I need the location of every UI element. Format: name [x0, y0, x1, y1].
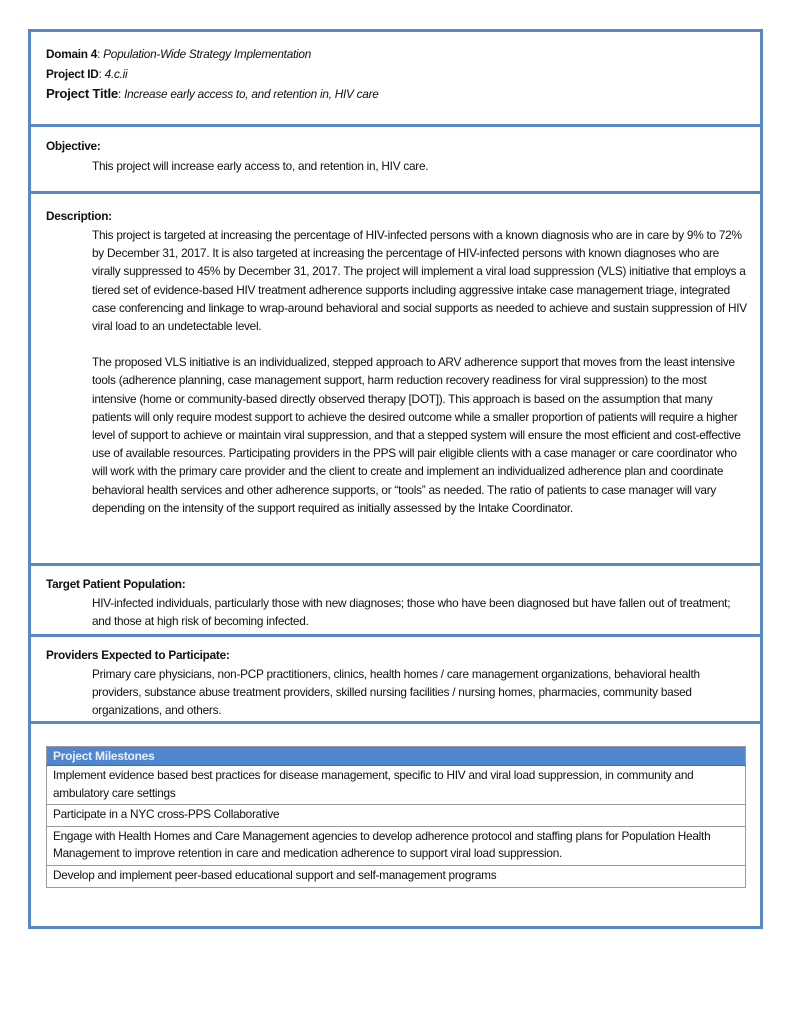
target-population-heading: Target Patient Population:	[46, 577, 186, 591]
milestone-cell: Engage with Health Homes and Care Management agencies to develop adherence protocol and staffing plans for Population Health Management to improve retention in care and medication adherence to support viral load suppression.	[47, 826, 746, 865]
target-population-paragraph: HIV-infected individuals, particularly those with new diagnoses; those who have been diagnosed but have fallen out of treatment; and those at high risk of becoming infected.	[92, 596, 731, 629]
objective-paragraph: This project will increase early access to, and retention in, HIV care.	[92, 159, 429, 173]
objective-heading: Objective:	[46, 139, 101, 153]
project-id-separator: :	[98, 67, 105, 81]
table-row	[47, 805, 746, 827]
description-heading: Description:	[46, 209, 112, 223]
providers-paragraph: Primary care physicians, non-PCP practitioners, clinics, health homes / care management organizations, behavioral health providers, substance abuse treatment providers, skilled nursing facilities / nursing homes, pharmacies, community based organizations, and others.	[92, 667, 700, 718]
project-title-separator: :	[118, 87, 125, 101]
domain-label: Domain 4	[46, 47, 98, 61]
objective-text	[92, 157, 747, 175]
domain-line	[46, 47, 311, 61]
table-row	[47, 826, 746, 865]
table-row	[47, 865, 746, 887]
project-id-value: 4.c.ii	[104, 67, 128, 81]
domain-value: Population-Wide Strategy Implementation	[103, 47, 312, 61]
description-paragraph-2: The proposed VLS initiative is an individualized, stepped approach to ARV adherence support that moves from the least intensive tools (adherence planning, case management support, harm reduction recovery readiness for viral suppression) to the most intensive (home or community-based directly observed therapy [DOT]). This approach is based on the assumption that many patients will only require modest support to achieve the desired outcome while a smaller proportion of patients will require a higher level of support to achieve or maintain viral suppression, and that a stepped system will ensure the most efficient and cost-effective use of available resources. Participating providers in the PPS will pair eligible clients with a case manager or care coordinator who will work with the primary care provider and the client to create and implement an individualized adherence plan and coordinate behavioral health services and other adherence supports, or “tools” as needed. The ratio of patients to case manager will vary depending on the intensity of the support required as initially assessed by the Intake Coordinator.	[92, 355, 741, 515]
milestones-header-row	[47, 747, 746, 766]
milestone-cell: Implement evidence based best practices for disease management, specific to HIV and viral load suppression, in community and ambulatory care settings	[47, 766, 746, 805]
providers-text	[92, 665, 747, 720]
target-population-text	[92, 594, 747, 630]
project-id-label: Project ID	[46, 67, 99, 81]
providers-heading: Providers Expected to Participate:	[46, 648, 230, 662]
milestone-cell: Develop and implement peer-based educational support and self-management programs	[47, 865, 746, 887]
description-paragraph-1: This project is targeted at increasing the percentage of HIV-infected persons with a known diagnosis who are in care by 9% to 72% by December 31, 2017. It is also targeted at increasing the percentage of HIV-infected persons with known diagnoses who are virally suppressed to 45% by December 31, 2017. The project will implement a viral load suppression (VLS) initiative that employs a tiered set of evidence-based HIV treatment adherence supports including aggressive intake case management triage, integrated case conferencing and linkage to wrap-around behavioral and social supports as needed to achieve and sustain suppression of HIV viral load to an undetectable level.	[92, 228, 747, 334]
project-id-line	[46, 67, 127, 81]
milestone-cell: Participate in a NYC cross-PPS Collaborative	[47, 805, 746, 827]
section-divider	[31, 634, 760, 637]
section-divider	[31, 124, 760, 127]
description-text	[92, 226, 747, 517]
section-divider	[31, 563, 760, 566]
table-row	[47, 766, 746, 805]
project-title-value: Increase early access to, and retention in, HIV care	[124, 87, 379, 101]
milestones-table	[46, 746, 746, 888]
section-divider	[31, 721, 760, 724]
project-summary-frame	[28, 29, 763, 929]
milestones-header: Project Milestones	[47, 747, 746, 766]
project-title-line	[46, 86, 379, 101]
section-divider	[31, 191, 760, 194]
domain-separator: :	[97, 47, 104, 61]
project-title-label: Project Title	[46, 86, 118, 101]
